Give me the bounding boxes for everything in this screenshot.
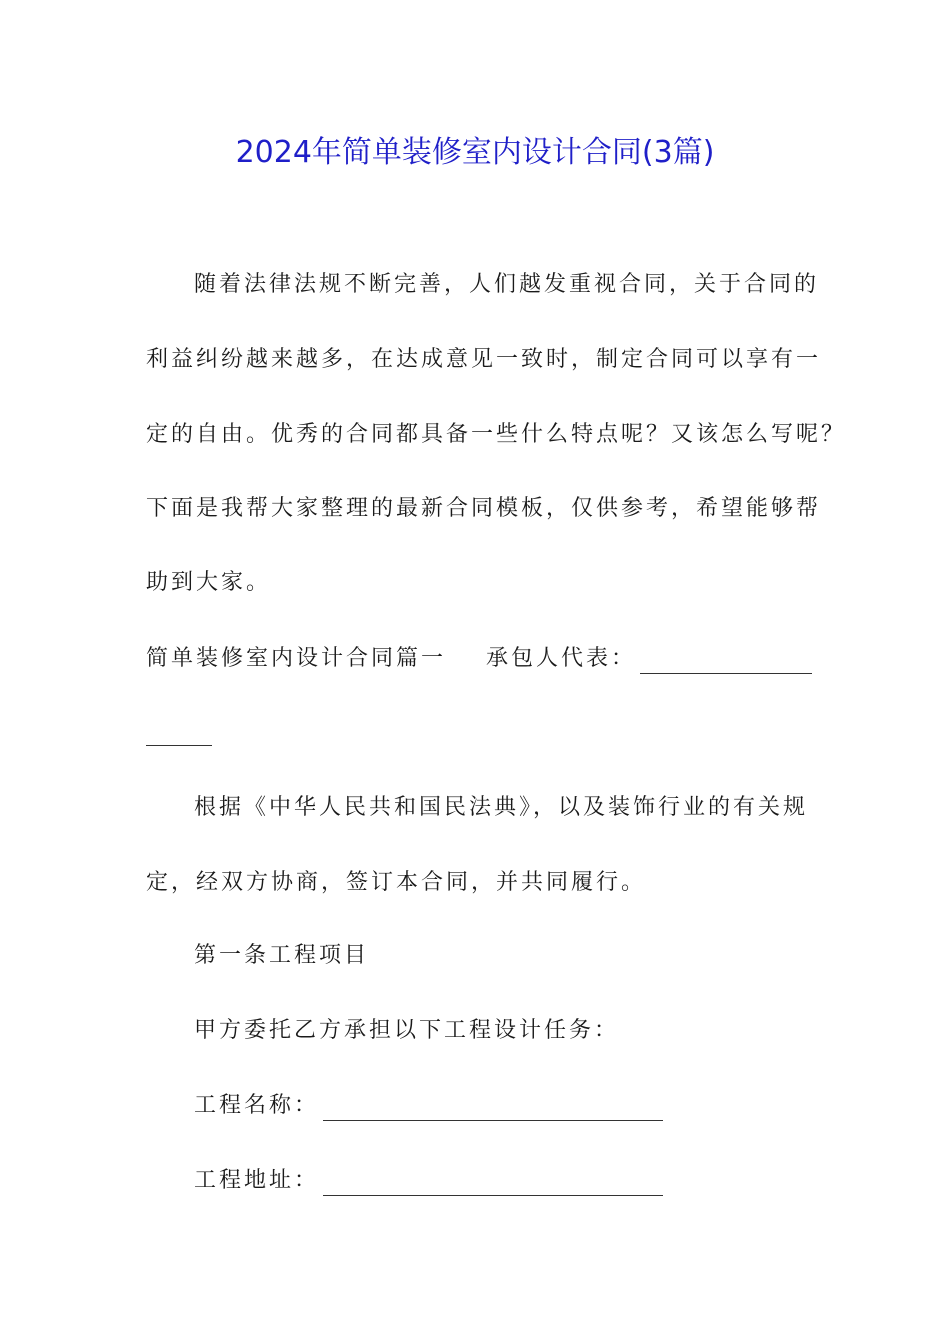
project-address-label: 工程地址： <box>194 1168 320 1193</box>
contractor-blank-continuation <box>146 716 212 746</box>
section-heading-line <box>146 644 812 674</box>
contractor-blank <box>640 649 812 674</box>
task-line: 甲方委托乙方承担以下工程设计任务： <box>194 1018 620 1043</box>
section-heading: 简单装修室内设计合同篇一 <box>146 646 447 671</box>
contractor-label: 承包人代表： <box>486 646 637 671</box>
intro-line-5: 助到大家。 <box>146 570 272 595</box>
project-address-blank <box>323 1171 663 1196</box>
project-address-line <box>194 1166 663 1196</box>
basis-line-1: 根据《中华人民共和国民法典》，以及装饰行业的有关规 <box>194 795 809 820</box>
intro-line-3: 定的自由。优秀的合同都具备一些什么特点呢？又该怎么写呢？ <box>146 422 847 447</box>
project-name-line <box>194 1091 663 1121</box>
intro-line-1: 随着法律法规不断完善，人们越发重视合同，关于合同的 <box>194 272 820 297</box>
project-name-blank <box>323 1096 663 1121</box>
contractor-blank-2 <box>146 721 212 746</box>
document-title: 2024年简单装修室内设计合同(3篇) <box>235 135 715 170</box>
intro-line-2: 利益纠纷越来越多，在达成意见一致时，制定合同可以享有一 <box>146 347 822 372</box>
project-name-label: 工程名称： <box>194 1093 320 1118</box>
basis-line-2: 定，经双方协商，签订本合同，并共同履行。 <box>146 870 647 895</box>
intro-line-4: 下面是我帮大家整理的最新合同模板，仅供参考，希望能够帮 <box>146 496 822 521</box>
article-one-heading: 第一条工程项目 <box>194 943 370 968</box>
